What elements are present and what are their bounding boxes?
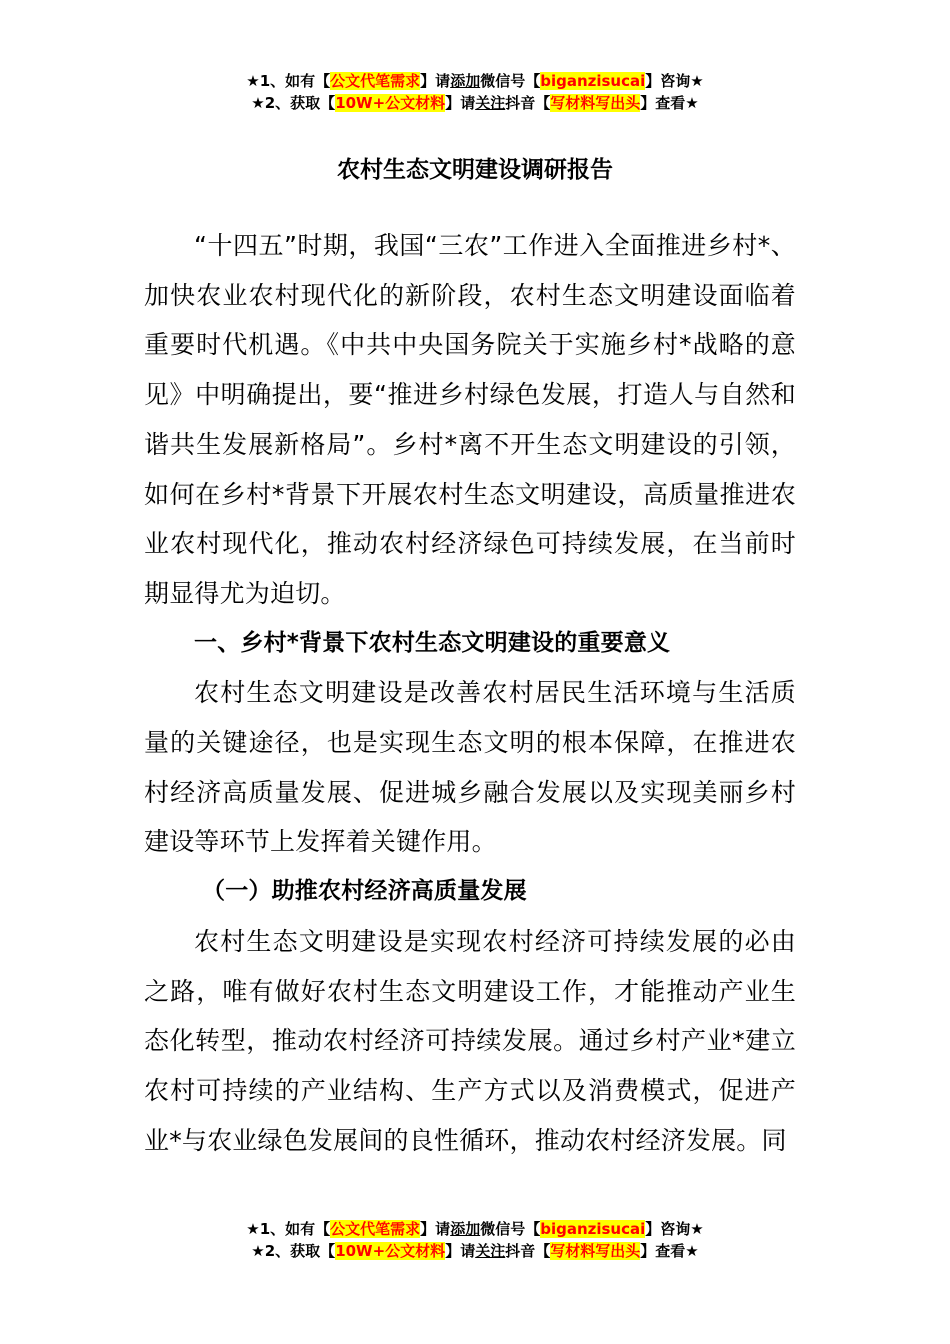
document-title: 农村生态文明建设调研报告 <box>337 157 613 183</box>
highlight-materials: 10W+公文材料 <box>335 94 446 112</box>
highlight-service: 公文代笔需求 <box>330 72 421 90</box>
promo-line-2: ★2、获取【10W+公文材料】请关注抖音【写材料写出头】查看★ <box>251 1242 699 1260</box>
subsection-heading-1: （一）助推农村经济高质量发展 <box>202 878 527 905</box>
section-1-paragraph: 农村生态文明建设是改善农村居民生活环境与生活质量的关键途径，也是实现生态文明的根本保障，在推进农村经济高质量发展、促进城乡融合发展以及实现美丽乡村建设等环节上发挥着关键作用。 <box>144 678 796 857</box>
highlight-wechat-id: biganzisucai <box>540 72 646 90</box>
document-body <box>144 221 796 1165</box>
promo-banner-top <box>0 70 950 114</box>
highlight-wechat-id: biganzisucai <box>540 1220 646 1238</box>
promo-banner-bottom <box>0 1218 950 1262</box>
highlight-douyin-account: 写材料写出头 <box>550 1242 641 1260</box>
highlight-douyin-account: 写材料写出头 <box>550 94 641 112</box>
highlight-materials: 10W+公文材料 <box>335 1242 446 1260</box>
promo-line-2: ★2、获取【10W+公文材料】请关注抖音【写材料写出头】查看★ <box>251 94 699 112</box>
promo-line-1: ★1、如有【公文代笔需求】请添加微信号【biganzisucai】咨询★ <box>246 72 704 90</box>
highlight-service: 公文代笔需求 <box>330 1220 421 1238</box>
section-heading-1: 一、乡村*背景下农村生态文明建设的重要意义 <box>194 629 671 656</box>
promo-line-1: ★1、如有【公文代笔需求】请添加微信号【biganzisucai】咨询★ <box>246 1220 704 1238</box>
intro-paragraph: “十四五”时期，我国“三农”工作进入全面推进乡村*、加快农业农村现代化的新阶段，农村生态文明建设面临着重要时代机遇。《中共中央国务院关于实施乡村*战略的意见》中明确提出，要“推进乡村绿色发展，打造人与自然和谐共生发展新格局”。乡村*离不开生态文明建设的引领，如何在乡村*背景下开展农村生态文明建设，高质量推进农业农村现代化，推动农村经济绿色可持续发展，在当前时期显得尤为迫切。 <box>144 231 796 608</box>
subsection-1-paragraph: 农村生态文明建设是实现农村经济可持续发展的必由之路，唯有做好农村生态文明建设工作，才能推动产业生态化转型，推动农村经济可持续发展。通过乡村产业*建立农村可持续的产业结构、生产方式以及消费模式，促进产业*与农业绿色发展间的良性循环，推动农村经济发展。同 <box>144 926 796 1155</box>
